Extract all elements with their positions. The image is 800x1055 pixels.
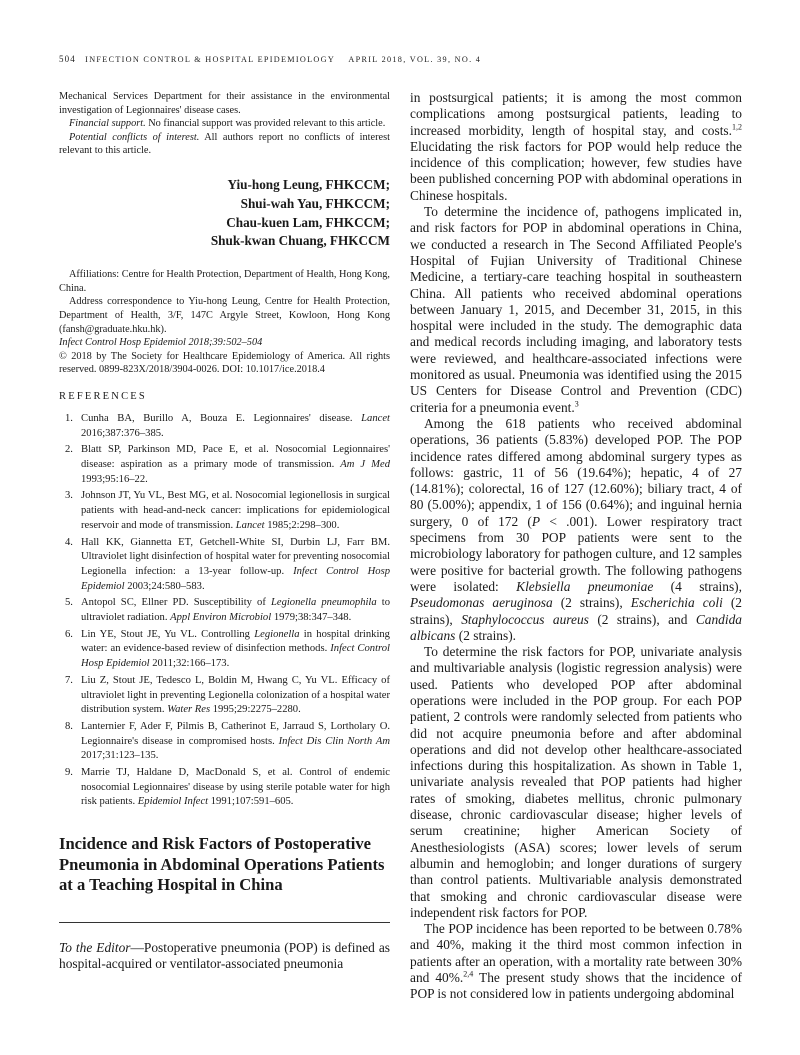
- reference-details: 2016;387:376–385.: [81, 427, 164, 439]
- letter-text: —Postoperative pneumonia (POP) is defined as hospital-acquired or ventilator-associated pneumonia: [59, 940, 390, 972]
- strain-count: (4 strains),: [653, 578, 742, 594]
- reference-item: [59, 596, 390, 625]
- reference-text: Antopol SC, Ellner PD. Susceptibility of: [81, 597, 271, 609]
- paragraph-text: To determine the incidence of, pathogens implicated in, and risk factors for POP in abdominal operations in China, we conducted a research in The Second Affiliated People's Hospital of Fujian University of Traditional Chinese Medicine, a tertiary-care teaching hospital in southeastern China. All patients who received abdominal operations between January 1, 2015, and December 31, 2015, in this hospital were included in the study. The demographic data and medical records including imaging, and laboratory tests were reviewed, and healthcare-associated infections were monitored as usual. Pneumonia was identified using the 2015 US Centers for Disease Control and Prevention (CDC) criteria for a pneumonia event.: [410, 204, 742, 415]
- reference-journal: Infect Dis Clin North Am: [278, 735, 390, 747]
- body-paragraph: To determine the risk factors for POP, univariate analysis and multivariable analysis (logistic regression analysis) were used. Patients who developed POP after abdominal operations were included in the POP group. For each POP patient, 2 controls were randomly selected from patients who did not acquire pneumonia before and after abdominal operations and did not develop other healthcare-associated infections during this hospitalization. As shown in Table 1, univariate analysis revealed that POP patients had higher rates of smoking, diabetes mellitus, chronic pulmonary disease, chronic cardiovascular disease; higher levels of serum creatinine; higher American Society of Anesthesiologists (ASA) scores; lower levels of serum albumin and hemoglobin; and longer durations of surgery than control patients. Multivariable analysis demonstrated that smoking and chronic cardiovascular disease were independent risk factors for POP.: [410, 644, 742, 920]
- reference-number: 4.: [65, 536, 73, 548]
- reference-number: 3.: [65, 490, 73, 502]
- conflicts-text: All authors report no conflicts of interest relevant to this article.: [59, 131, 390, 157]
- title-divider: [59, 922, 390, 923]
- citation-superscript: 1,2: [732, 122, 742, 132]
- citation-line: [59, 336, 390, 350]
- paragraph-text: in postsurgical patients; it is among the most common complications among postsurgical patients, leading to increased morbidity, length of hospital stay, and costs.: [410, 90, 742, 138]
- conflicts-label: Potential conflicts of interest.: [69, 131, 200, 143]
- journal-name: INFECTION CONTROL & HOSPITAL EPIDEMIOLOGY: [85, 55, 336, 64]
- right-column: [410, 90, 742, 1003]
- author: Yiu-hong Leung, FHKCCM;: [227, 176, 390, 192]
- letter-opening: [59, 940, 390, 973]
- reference-text: Hall KK, Giannetta ET, Getchell-White SI, Durbin LJ, Farr BM. Ultraviolet light disinfection of hospital water for preventing nosocomial Legionella infection: a 13-year follow-up.: [81, 536, 390, 577]
- reference-details: 1993;95:16–22.: [81, 473, 148, 485]
- reference-item: [59, 489, 390, 533]
- strain-count: (2 strains).: [455, 627, 517, 643]
- reference-number: 1.: [65, 412, 73, 424]
- reference-item: [59, 674, 390, 718]
- reference-item: [59, 628, 390, 672]
- reference-text: Lin YE, Stout JE, Yu VL. Controlling: [81, 628, 255, 640]
- reference-journal: Water Res: [167, 704, 211, 716]
- journal-issue: APRIL 2018, VOL. 39, NO. 4: [348, 55, 482, 64]
- reference-item: [59, 536, 390, 595]
- reference-text: Blatt SP, Parkinson MD, Pace E, et al. Nosocomial Legionnaires' disease: aspiration as a primary mode of transmission.: [81, 444, 390, 471]
- references-heading: REFERENCES: [59, 390, 147, 402]
- reference-list: [59, 412, 390, 810]
- author-list: [59, 176, 390, 251]
- organism-name: Staphylococcus aureus: [461, 611, 589, 627]
- reference-journal: Appl Environ Microbiol: [170, 612, 272, 624]
- citation-text: Infect Control Hosp Epidemiol 2018;39:502–504: [59, 337, 263, 349]
- strain-count: (2 strains),: [410, 595, 742, 627]
- reference-organism: Legionella: [254, 628, 300, 640]
- reference-text: Cunha BA, Burillo A, Bouza E. Legionnaires' disease.: [81, 412, 362, 424]
- reference-organism: Legionella pneumophila: [270, 597, 377, 609]
- reference-details: 2017;31:123–135.: [81, 750, 159, 762]
- reference-details: 2003;24:580–583.: [124, 580, 205, 592]
- reference-item: [59, 720, 390, 764]
- organism-name: Pseudomonas aeruginosa: [410, 595, 553, 611]
- citation-superscript: 2,4: [463, 969, 474, 979]
- body-paragraph: [410, 90, 742, 204]
- body-paragraph: [410, 416, 742, 644]
- strain-count: (2 strains), and: [588, 611, 696, 627]
- reference-details: 1991;107:591–605.: [208, 796, 294, 808]
- paragraph-text: Among the 618 patients who received abdominal operations, 36 patients (5.83%) developed POP. The POP incidence rates differed among abdominal surgery types as follows: gastric, 11 of 56 (19.64%); hepatic, 4 of 27 (14.81%); colorectal, 16 of 127 (12.60%); biliary tract, 4 of 80 (5.00%); appendix, 1 of 156 (0.64%); and inguinal hernia surgery, 0 of 172 (: [410, 415, 742, 529]
- reference-number: 7.: [65, 674, 73, 686]
- body-paragraph: [410, 204, 742, 416]
- reference-journal: Infect Control Hosp Epidemiol: [81, 643, 390, 670]
- reference-number: 5.: [65, 597, 73, 609]
- strain-count: (2 strains),: [552, 595, 631, 611]
- financial-support: [59, 117, 390, 131]
- letter-salutation: To the Editor: [59, 940, 131, 955]
- body-paragraph: [410, 921, 742, 1002]
- reference-item: [59, 412, 390, 441]
- reference-details: 2011;32:166–173.: [149, 658, 230, 670]
- reference-text: in hospital drinking water: an evidence-based review of disinfection methods.: [81, 628, 390, 655]
- reference-journal: Am J Med: [340, 459, 390, 471]
- organism-name: Escherichia coli: [630, 595, 723, 611]
- paragraph-text: < .001). Lower respiratory tract specimens from 30 POP patients were sent to the microbiology laboratory for pathogen culture, and 12 samples were positive for bacterial growth. The following pathogens were isolated:: [410, 513, 742, 594]
- reference-journal: Lancet: [235, 519, 265, 531]
- reference-details: 1995;29:2275–2280.: [210, 704, 301, 716]
- left-column: [59, 90, 390, 812]
- reference-item: [59, 766, 390, 810]
- letter-paragraph: [59, 940, 390, 973]
- reference-details: 1985;2:298–300.: [264, 519, 340, 531]
- reference-text: to ultraviolet radiation.: [81, 597, 391, 624]
- reference-text: Marrie TJ, Haldane D, MacDonald S, et al. Control of endemic nosocomial Legionnaires' disease by using sterile potable water for high risk patients.: [81, 767, 390, 808]
- paragraph-text: The present study shows that the incidence of POP is not considered low in patients undergoing abdominal: [410, 970, 743, 1002]
- article-title: Incidence and Risk Factors of Postoperative Pneumonia in Abdominal Operations Patients at a Teaching Hospital in China: [59, 834, 385, 895]
- p-value-symbol: P: [531, 513, 541, 529]
- citation-superscript: 3: [574, 399, 579, 409]
- paragraph-text: Elucidating the risk factors for POP would help reduce the incidence of this complication; however, few studies have been published concerning POP with abdominal operations in Chinese hospitals.: [410, 138, 742, 203]
- running-header: [59, 54, 749, 64]
- reference-journal: Infect Control Hosp Epidemiol: [81, 565, 390, 592]
- author: Shuk-kwan Chuang, FHKCCM: [210, 233, 390, 249]
- financial-support-text: No financial support was provided relevant to this article.: [145, 118, 386, 130]
- correspondence-address: Address correspondence to Yiu-hong Leung, Centre for Health Protection, Department of Health, 3/F, 147C Argyle Street, Kowloon, Hong Kong (fansh@graduate.hku.hk).: [59, 296, 390, 335]
- reference-number: 8.: [65, 720, 73, 732]
- reference-journal: Epidemiol Infect: [137, 796, 209, 808]
- reference-text: Johnson JT, Yu VL, Best MG, et al. Nosocomial legionellosis in surgical patients with head-and-neck cancer: implications for epidemiological reservoir and mode of transmission.: [81, 490, 390, 531]
- reference-number: 9.: [65, 767, 73, 779]
- organism-name: Klebsiella pneumoniae: [516, 578, 654, 594]
- author: Chau-kuen Lam, FHKCCM;: [226, 214, 390, 230]
- reference-number: 6.: [65, 628, 73, 640]
- reference-number: 2.: [65, 444, 73, 456]
- reference-details: 1979;38:347–348.: [271, 612, 352, 624]
- reference-text: Lanternier F, Ader F, Pilmis B, Catherinot E, Jarraud S, Lortholary O. Legionnaire's disease in compromised hosts.: [81, 720, 390, 747]
- reference-journal: Lancet: [361, 412, 390, 424]
- affiliations: Affiliations: Centre for Health Protection, Department of Health, Hong Kong, China.: [59, 269, 390, 294]
- conflicts-of-interest: [59, 131, 390, 158]
- paragraph-text: The POP incidence has been reported to be between 0.78% and 40%, making it the third most common infection in patients after an operation, with a mortality rate between 30% and 40%.: [410, 921, 742, 986]
- reference-text: Liu Z, Stout JE, Tedesco L, Boldin M, Hwang C, Yu VL. Efficacy of ultraviolet light in preventing Legionella colonization of a hospital water distribution system.: [81, 674, 390, 716]
- reference-item: [59, 443, 390, 487]
- acknowledgment-text: Mechanical Services Department for their assistance in the environmental investigation of Legionnaires' disease cases.: [59, 91, 390, 116]
- author: Shui-wah Yau, FHKCCM;: [240, 195, 390, 211]
- page-number: 504: [59, 54, 76, 64]
- copyright-notice: © 2018 by The Society for Healthcare Epidemiology of America. All rights reserved. 0899-823X/2018/3904-0026. DOI: 10.1017/ice.2018.4: [59, 350, 390, 376]
- financial-support-label: Financial support.: [69, 118, 146, 130]
- organism-name: Candida albicans: [410, 611, 742, 643]
